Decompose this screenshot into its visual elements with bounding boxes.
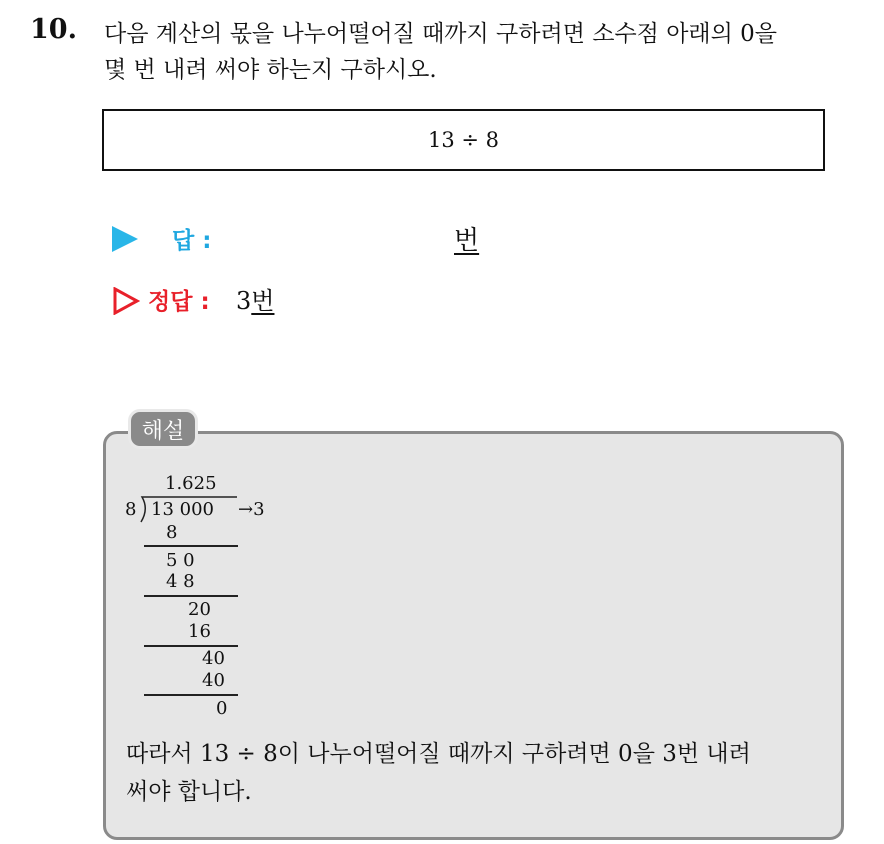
question-number: 10. [30, 14, 77, 45]
outline-triangle-icon [112, 287, 140, 315]
solution-text [126, 735, 826, 811]
division-step: 20 [188, 599, 211, 620]
question-line-1: 다음 계산의 몫을 나누어떨어질 때까지 구하려면 소수점 아래의 0을 [104, 21, 778, 47]
division-step: 40 [202, 648, 225, 669]
arrow-note: →3 [238, 499, 265, 520]
correct-answer-label: 정답 : [148, 289, 210, 315]
division-line [144, 545, 238, 547]
answer-unit: 번 [454, 226, 480, 256]
division-line [144, 645, 238, 647]
division-step: 16 [188, 621, 211, 642]
correct-answer-unit: 번 [251, 287, 275, 315]
answer-row [112, 222, 612, 258]
division-step: 40 [202, 670, 225, 691]
solution-line-1: 따라서 13 ÷ 8이 나누어떨어질 때까지 구하려면 0을 3번 내려 [126, 741, 751, 767]
correct-answer-value [236, 281, 274, 316]
dividend: 13 000 [151, 499, 214, 520]
solution-line-2: 써야 합니다. [126, 779, 252, 805]
division-step: 0 [216, 698, 228, 719]
question-line-2: 몇 번 내려 써야 하는지 구하시오. [104, 57, 437, 83]
quotient: 1.625 [165, 473, 217, 494]
play-triangle-icon [112, 226, 138, 252]
question-text [104, 16, 874, 88]
division-line [144, 595, 238, 597]
solution-tab: 해설 [128, 409, 198, 449]
division-line [144, 694, 238, 696]
correct-answer-number: 3 [236, 287, 252, 315]
correct-answer-row [112, 283, 612, 319]
division-step: 5 0 [166, 550, 195, 571]
expression-box [102, 109, 825, 171]
division-step: 8 [166, 522, 178, 543]
answer-label: 답 : [172, 228, 212, 254]
expression: 13 ÷ 8 [427, 128, 500, 152]
divisor: 8 [125, 499, 137, 520]
division-step: 4 8 [166, 571, 195, 592]
